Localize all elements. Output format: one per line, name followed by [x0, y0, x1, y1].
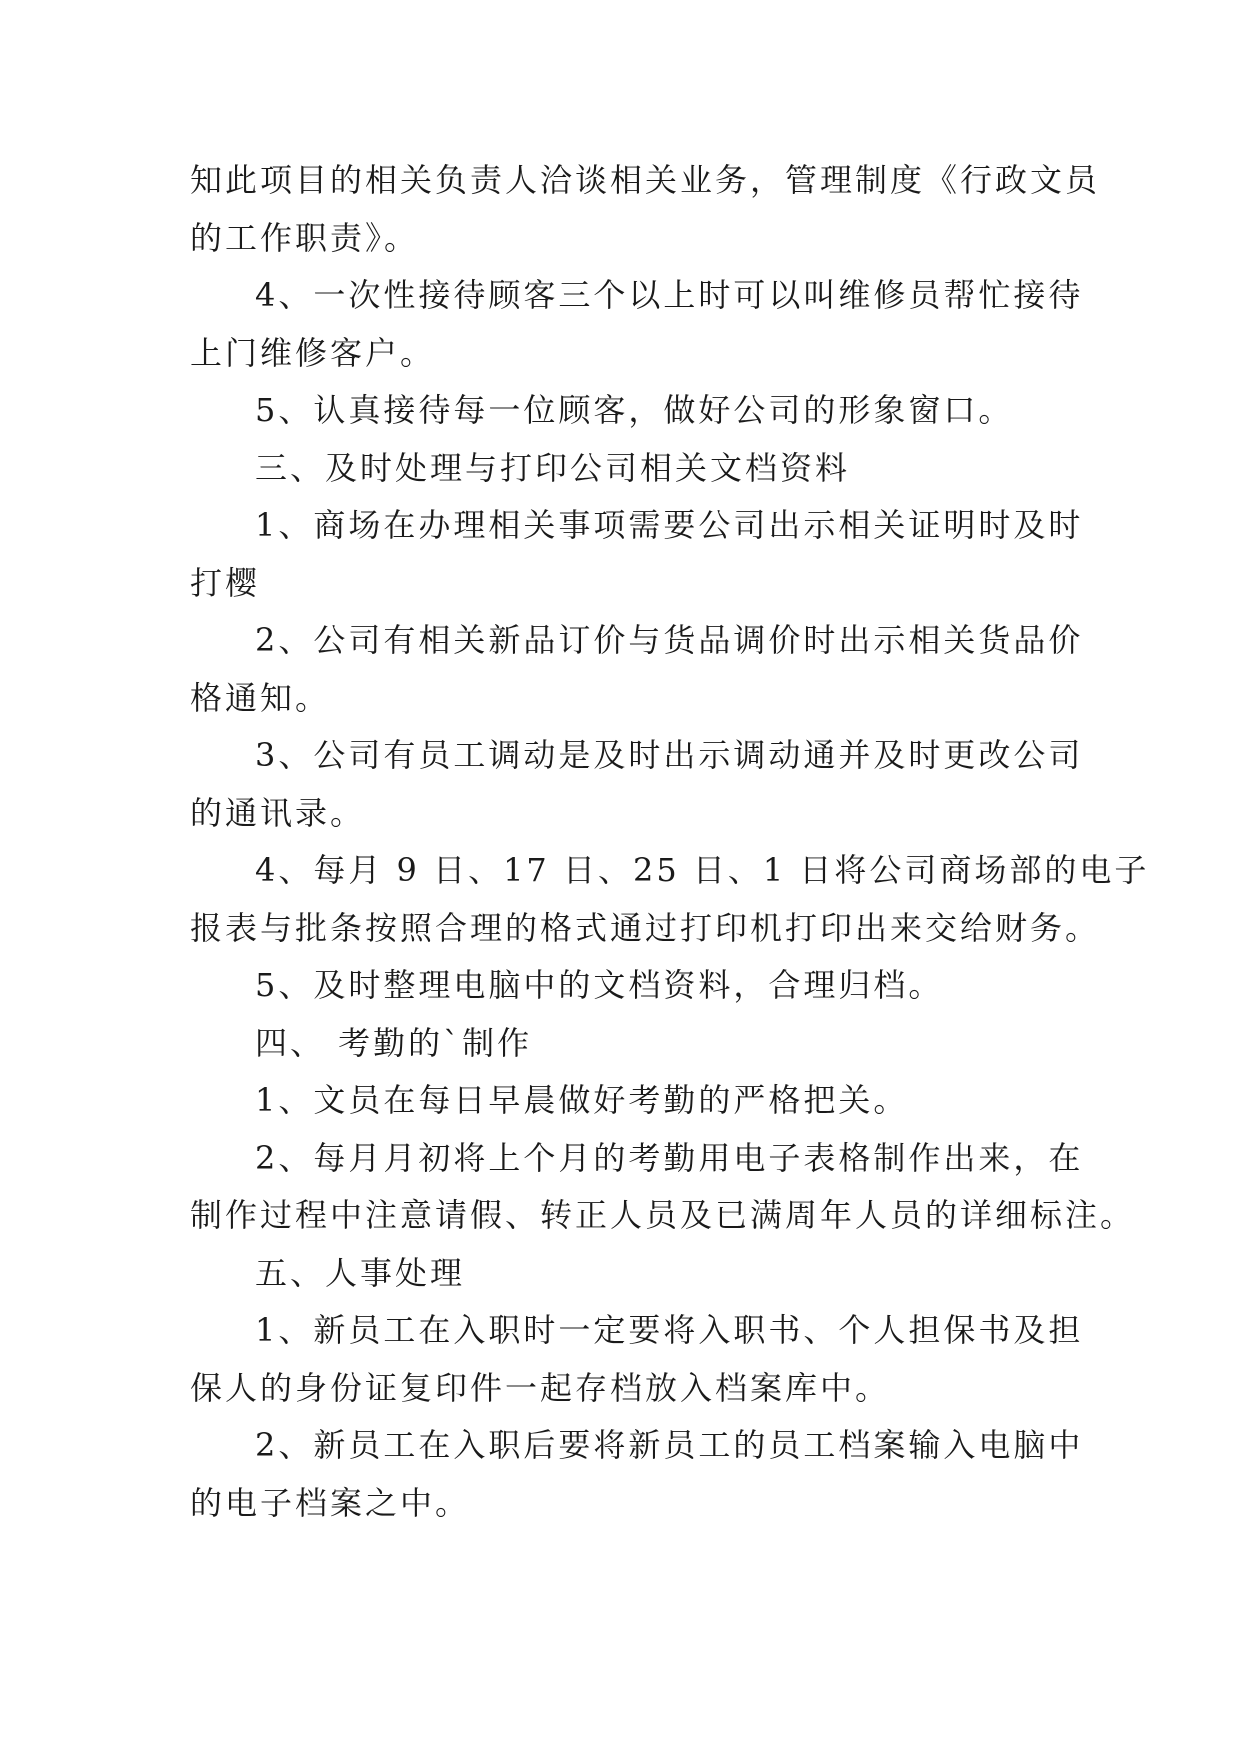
text-line: 知此项目的相关负责人洽谈相关业务，管理制度《行政文员: [190, 161, 1101, 199]
list-item: 4、一次性接待顾客三个以上时可以叫维修员帮忙接待: [255, 276, 1084, 314]
list-item: 1、文员在每日早晨做好考勤的严格把关。: [255, 1081, 909, 1119]
list-item: 2、每月月初将上个月的考勤用电子表格制作出来，在: [255, 1138, 1084, 1177]
text-line: 保人的身份证复印件一起存档放入档案库中。: [190, 1368, 891, 1407]
section-heading: 四、 考勤的`制作: [255, 1023, 533, 1062]
text-line: 格通知。: [190, 678, 331, 717]
list-item: 4、每月 9 日、17 日、25 日、1 日将公司商场部的电子: [255, 851, 1150, 889]
list-item: 5、认真接待每一位顾客，做好公司的形象窗口。: [255, 391, 1014, 429]
text-line: 的工作职责》。: [190, 218, 420, 257]
list-item: 1、商场在办理相关事项需要公司出示相关证明时及时: [255, 506, 1084, 544]
list-item: 2、新员工在入职后要将新员工的员工档案输入电脑中: [255, 1426, 1084, 1464]
section-heading: 五、人事处理: [255, 1253, 466, 1292]
text-line: 打樱: [190, 563, 261, 602]
list-item: 3、公司有员工调动是及时出示调动通并及时更改公司: [255, 736, 1084, 774]
list-item: 2、公司有相关新品订价与货品调价时出示相关货品价: [255, 621, 1084, 659]
text-line: 的电子档案之中。: [190, 1483, 471, 1522]
document-body: [190, 152, 1150, 1532]
list-item: 1、新员工在入职时一定要将入职书、个人担保书及担: [255, 1311, 1084, 1349]
text-line: 的通讯录。: [190, 793, 366, 832]
text-line: 上门维修客户。: [190, 333, 436, 372]
text-line: 制作过程中注意请假、转正人员及已满周年人员的详细标注。: [190, 1196, 1136, 1234]
section-heading: 三、及时处理与打印公司相关文档资料: [255, 448, 851, 487]
text-line: 报表与批条按照合理的格式通过打印机打印出来交给财务。: [190, 908, 1101, 947]
list-item: 5、及时整理电脑中的文档资料，合理归档。: [255, 966, 944, 1004]
